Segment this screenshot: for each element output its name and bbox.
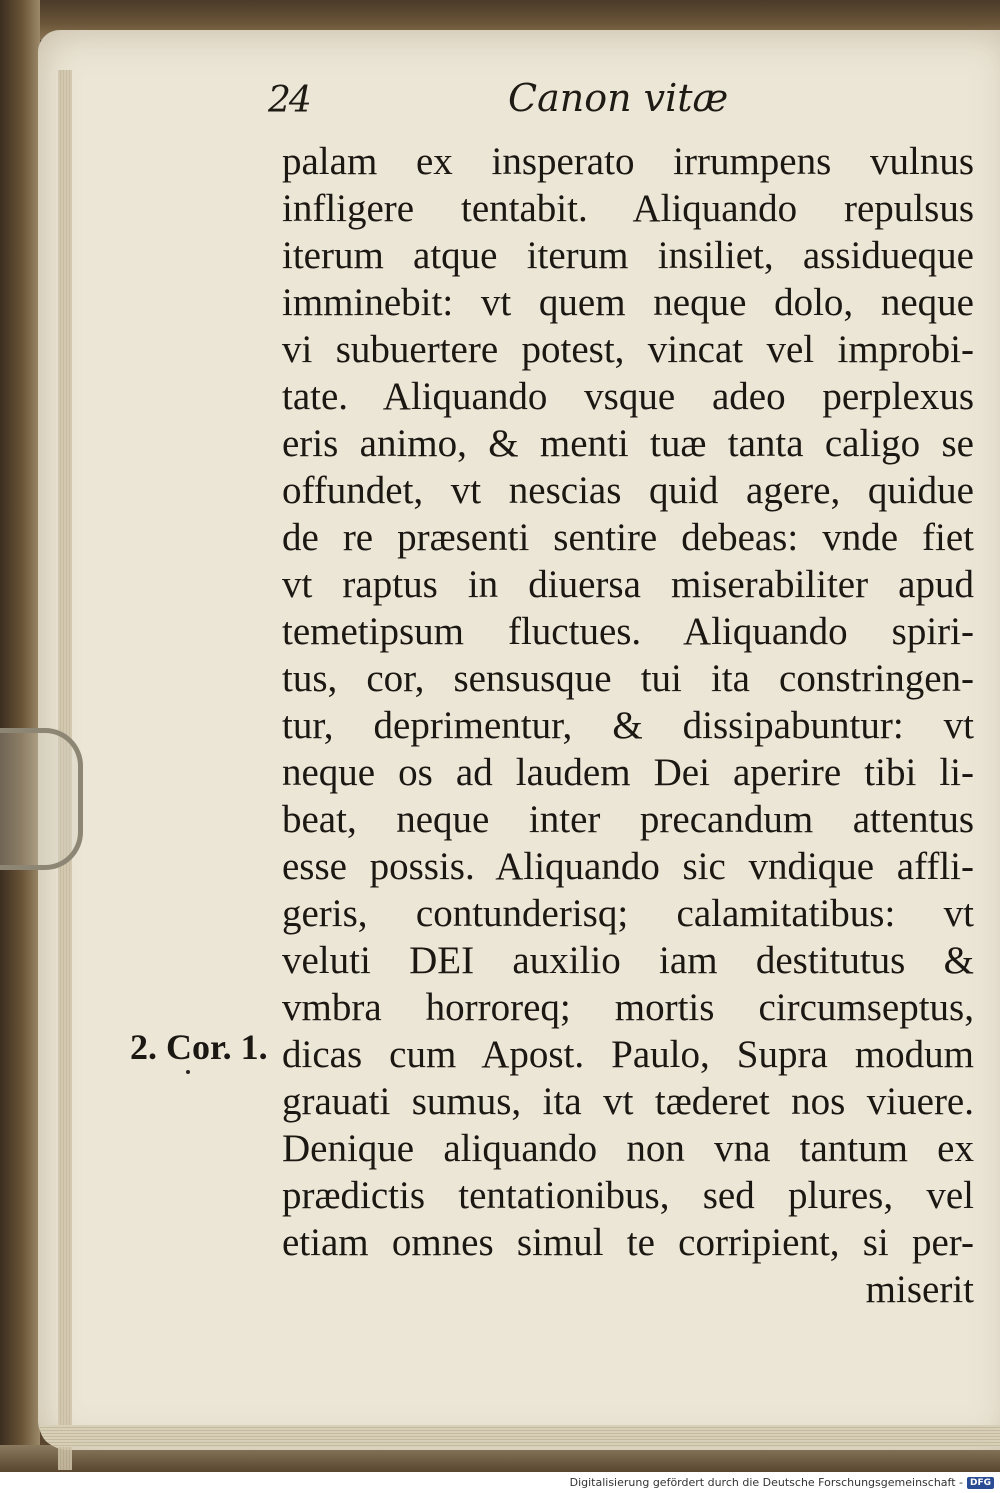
text-line: tus, cor, sensusque tui ita constringen-: [282, 657, 974, 700]
text-line: tur, deprimentur, & dissipabuntur: vt: [282, 704, 974, 747]
text-line: esse possis. Aliquando sic vndique affli-: [282, 845, 974, 888]
text-line: grauati sumus, ita vt tæderet nos viuere.: [282, 1080, 974, 1123]
body-text: [282, 138, 974, 1313]
text-line: etiam omnes simul te corripient, si per-: [282, 1221, 974, 1264]
text-line: prædictis tentationibus, sed plures, vel: [282, 1174, 974, 1217]
text-line: tate. Aliquando vsque adeo perplexus: [282, 375, 974, 418]
page-header: [268, 72, 988, 132]
footer-credit: [570, 1476, 994, 1489]
text-line: iterum atque iterum insiliet, assidueque: [282, 234, 974, 277]
running-head: Canon vitæ: [508, 76, 729, 120]
clasp-icon: [0, 728, 83, 870]
text-line: vt raptus in diuersa miserabiliter apud: [282, 563, 974, 606]
text-line: Denique aliquando non vna tantum ex: [282, 1127, 974, 1170]
text-line: infligere tentabit. Aliquando repulsus: [282, 187, 974, 230]
text-line: vi subuertere potest, vincat vel improbi-: [282, 328, 974, 371]
text-line: veluti DEI auxilio iam destitutus &: [282, 939, 974, 982]
text-line: temetipsum fluctues. Aliquando spiri-: [282, 610, 974, 653]
text-line: de re præsenti sentire debeas: vnde fiet: [282, 516, 974, 559]
text-line: dicas cum Apost. Paulo, Supra modum: [282, 1033, 974, 1076]
text-line: palam ex insperato irrumpens vulnus: [282, 140, 974, 183]
catchword: miserit: [865, 1268, 974, 1311]
dfg-logo-icon: DFG: [967, 1477, 994, 1489]
marginal-dot: [186, 1070, 190, 1074]
text-line: geris, contunderisq; calamitatibus: vt: [282, 892, 974, 935]
footer-credit-text: Digitalisierung gefördert durch die Deutsche Forschungsgemeinschaft -: [569, 1476, 963, 1489]
page-number: 24: [268, 80, 310, 121]
text-line: offundet, vt nescias quid agere, quidue: [282, 469, 974, 512]
marginal-note: 2. Cor. 1.: [130, 1027, 268, 1067]
text-line: eris animo, & menti tuæ tanta caligo se: [282, 422, 974, 465]
text-line: beat, neque inter precandum attentus: [282, 798, 974, 841]
text-line: imminebit: vt quem neque dolo, neque: [282, 281, 974, 324]
page-edges-bottom: [40, 1425, 1000, 1447]
text-line: vmbra horroreq; mortis circumseptus,: [282, 986, 974, 1029]
text-line: neque os ad laudem Dei aperire tibi li-: [282, 751, 974, 794]
